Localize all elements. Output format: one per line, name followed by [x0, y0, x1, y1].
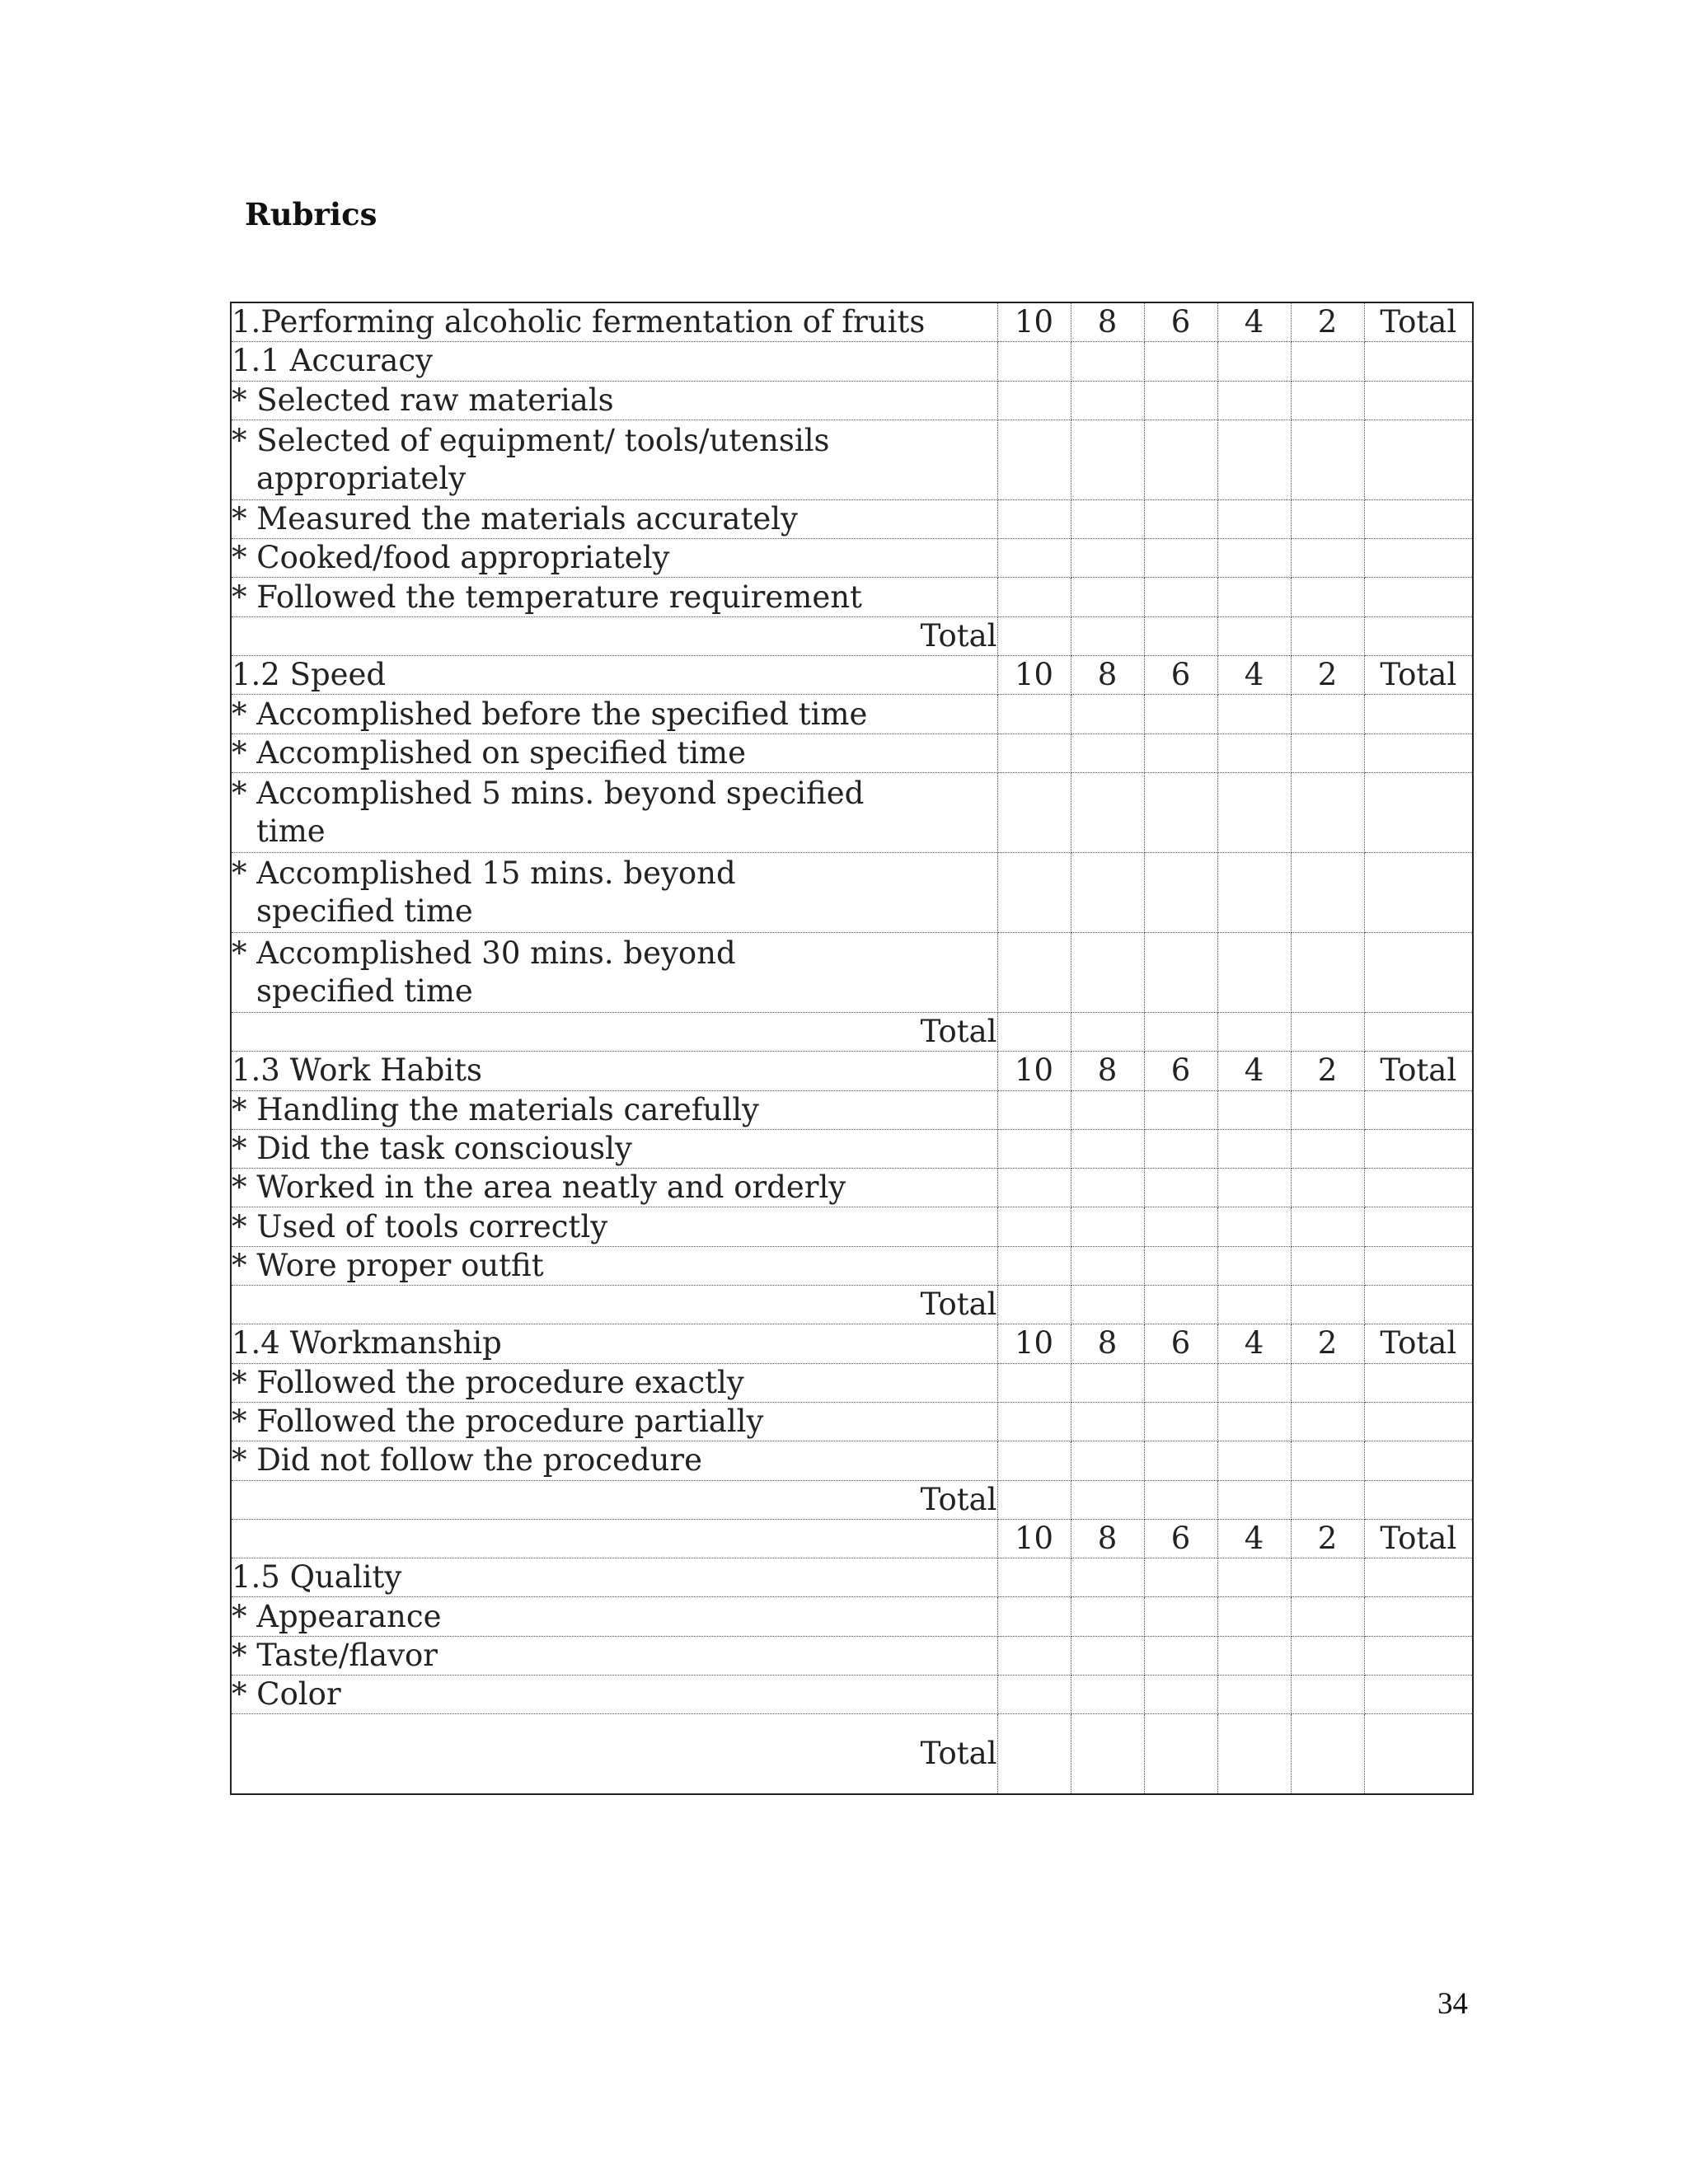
criterion-line-cont: specified time [256, 893, 473, 929]
score-cell[interactable] [997, 419, 1071, 499]
score-header-8: 8 [1071, 302, 1144, 342]
score-header-2: 2 [1291, 1519, 1364, 1558]
score-cell[interactable] [1144, 1714, 1217, 1795]
score-cell[interactable] [1217, 1169, 1291, 1207]
blank-label-cell [231, 1519, 997, 1558]
score-cell[interactable] [1217, 539, 1291, 578]
score-cell[interactable] [997, 539, 1071, 578]
score-cell[interactable] [997, 1090, 1071, 1129]
score-cell[interactable] [1291, 1363, 1364, 1402]
score-cell[interactable] [1071, 1090, 1144, 1129]
criterion-row [231, 1169, 1473, 1207]
score-cell[interactable] [1071, 1246, 1144, 1285]
score-cell[interactable] [1144, 1090, 1217, 1129]
score-cell[interactable] [1217, 616, 1291, 655]
score-cell[interactable] [1071, 1207, 1144, 1246]
score-header-8: 8 [1071, 1052, 1144, 1090]
score-cell[interactable] [1291, 419, 1364, 499]
total-cell[interactable] [1364, 419, 1473, 499]
score-cell[interactable] [1071, 499, 1144, 538]
criterion-row [231, 695, 1473, 733]
score-cell[interactable] [1291, 852, 1364, 932]
total-cell[interactable] [1364, 1246, 1473, 1285]
score-cell[interactable] [997, 616, 1071, 655]
section-total-row [231, 1714, 1473, 1795]
score-cell[interactable] [1291, 1480, 1364, 1519]
total-cell[interactable] [1364, 1597, 1473, 1636]
score-header-6: 6 [1144, 1324, 1217, 1363]
rubric-title: 1.Performing alcoholic fermentation of fruits [231, 302, 997, 342]
total-cell[interactable] [1364, 1675, 1473, 1714]
score-header-4: 4 [1217, 1052, 1291, 1090]
score-cell[interactable] [1144, 1286, 1217, 1324]
score-cell[interactable] [1217, 381, 1291, 419]
criterion-row [231, 1207, 1473, 1246]
score-cell[interactable] [1217, 695, 1291, 733]
score-header-10: 10 [997, 1052, 1071, 1090]
score-cell[interactable] [1071, 539, 1144, 578]
criterion-row [231, 419, 1473, 499]
score-header-8: 8 [1071, 1519, 1144, 1558]
score-header-2: 2 [1291, 302, 1364, 342]
criterion-row [231, 1675, 1473, 1714]
total-cell[interactable] [1364, 1714, 1473, 1795]
score-header-2: 2 [1291, 1052, 1364, 1090]
score-header-10: 10 [997, 656, 1071, 695]
total-cell[interactable] [1364, 932, 1473, 1012]
score-cell[interactable] [1291, 578, 1364, 616]
score-header-10: 10 [997, 1324, 1071, 1363]
score-cell[interactable] [1071, 1012, 1144, 1051]
score-cell[interactable] [1217, 1402, 1291, 1441]
score-cell[interactable] [1144, 772, 1217, 852]
score-cell[interactable] [1291, 1129, 1364, 1168]
criterion-label: * Cooked/food appropriately [231, 539, 997, 578]
criterion-row [231, 1402, 1473, 1441]
score-cell[interactable] [1071, 381, 1144, 419]
score-header-total: Total [1364, 1519, 1473, 1558]
criterion-line-cont: specified time [256, 972, 473, 1009]
score-cell[interactable] [1217, 733, 1291, 772]
score-cell[interactable] [1217, 1675, 1291, 1714]
score-cell[interactable] [997, 1636, 1071, 1675]
total-cell[interactable] [1364, 1129, 1473, 1168]
score-cell[interactable] [1144, 1246, 1217, 1285]
score-cell[interactable] [1291, 1597, 1364, 1636]
score-cell[interactable] [1217, 1480, 1291, 1519]
section-total-row [231, 616, 1473, 655]
score-cell[interactable] [1144, 1597, 1217, 1636]
score-cell[interactable] [1291, 695, 1364, 733]
criterion-row [231, 852, 1473, 932]
total-cell[interactable] [1364, 1012, 1473, 1051]
score-cell[interactable] [1144, 1441, 1217, 1480]
criterion-row [231, 1090, 1473, 1129]
score-cell[interactable] [1071, 419, 1144, 499]
score-cell[interactable] [997, 1675, 1071, 1714]
score-cell[interactable] [1144, 381, 1217, 419]
criterion-label: * Followed the temperature requirement [231, 578, 997, 616]
section-total-label: Total [231, 1012, 997, 1051]
criterion-row [231, 499, 1473, 538]
score-header-total: Total [1364, 656, 1473, 695]
score-cell[interactable] [1291, 733, 1364, 772]
criterion-line: * Accomplished 5 mins. beyond specified [232, 775, 865, 811]
score-cell[interactable] [997, 695, 1071, 733]
score-cell[interactable] [1217, 1012, 1291, 1051]
score-header-4: 4 [1217, 656, 1291, 695]
criterion-label: * Did not follow the procedure [231, 1441, 997, 1480]
score-cell[interactable] [997, 1597, 1071, 1636]
score-cell[interactable] [997, 1012, 1071, 1051]
score-cell[interactable] [997, 1402, 1071, 1441]
criterion-row [231, 1441, 1473, 1480]
score-cell[interactable] [1144, 1012, 1217, 1051]
score-cell[interactable] [997, 1129, 1071, 1168]
score-cell[interactable] [1217, 1597, 1291, 1636]
criterion-label [231, 419, 997, 499]
criterion-label: * Measured the materials accurately [231, 499, 997, 538]
total-cell[interactable] [1364, 1169, 1473, 1207]
score-header-4: 4 [1217, 1519, 1291, 1558]
score-cell[interactable] [1071, 1363, 1144, 1402]
score-cell[interactable] [1291, 1012, 1364, 1051]
total-cell[interactable] [1364, 772, 1473, 852]
score-cell[interactable] [1144, 1402, 1217, 1441]
section-title-work-habits: 1.3 Work Habits [231, 1052, 997, 1090]
criterion-line: * Accomplished 15 mins. beyond [232, 855, 736, 891]
criterion-label: * Appearance [231, 1597, 997, 1636]
score-cell[interactable] [997, 772, 1071, 852]
score-cell[interactable] [1071, 733, 1144, 772]
score-cell[interactable] [997, 1169, 1071, 1207]
score-cell[interactable] [1144, 852, 1217, 932]
score-cell[interactable] [1071, 852, 1144, 932]
section-title-accuracy: 1.1 Accuracy [231, 342, 997, 381]
score-cell[interactable] [1071, 1402, 1144, 1441]
score-cell[interactable] [1144, 1363, 1217, 1402]
score-header-2: 2 [1291, 1324, 1364, 1363]
score-cell[interactable] [1144, 1207, 1217, 1246]
score-cell[interactable] [1217, 1207, 1291, 1246]
score-cell[interactable] [1071, 932, 1144, 1012]
score-cell[interactable] [1217, 1441, 1291, 1480]
score-cell[interactable] [1144, 1636, 1217, 1675]
total-cell[interactable] [1364, 616, 1473, 655]
score-header-6: 6 [1144, 1519, 1217, 1558]
score-cell[interactable] [1291, 1675, 1364, 1714]
section-total-row [231, 1480, 1473, 1519]
score-cell[interactable] [997, 1441, 1071, 1480]
page-heading: Rubrics [245, 196, 377, 232]
section-title-row [231, 656, 1473, 695]
score-header-10: 10 [997, 302, 1071, 342]
score-cell[interactable] [1071, 1636, 1144, 1675]
score-cell[interactable] [1291, 1402, 1364, 1441]
score-cell[interactable] [1071, 1480, 1144, 1519]
score-cell[interactable] [1071, 1129, 1144, 1168]
score-cell[interactable] [1217, 1714, 1291, 1795]
score-cell[interactable] [1144, 499, 1217, 538]
score-cell[interactable] [1071, 1169, 1144, 1207]
criterion-label [231, 772, 997, 852]
criterion-row [231, 1363, 1473, 1402]
criterion-label: * Accomplished on specified time [231, 733, 997, 772]
score-cell[interactable] [1291, 1714, 1364, 1795]
score-cell[interactable] [1071, 1441, 1144, 1480]
criterion-label: * Handling the materials carefully [231, 1090, 997, 1129]
score-header-2: 2 [1291, 656, 1364, 695]
page-number: 34 [1437, 1987, 1468, 2021]
criterion-row [231, 381, 1473, 419]
criterion-label [231, 932, 997, 1012]
score-cell[interactable] [1291, 1441, 1364, 1480]
title-row [231, 302, 1473, 342]
total-cell[interactable] [1364, 733, 1473, 772]
total-cell[interactable] [1364, 539, 1473, 578]
score-cell[interactable] [997, 932, 1071, 1012]
score-cell[interactable] [1291, 539, 1364, 578]
score-cell[interactable] [1291, 772, 1364, 852]
score-cell[interactable] [1071, 695, 1144, 733]
score-cell[interactable] [1071, 1675, 1144, 1714]
section-total-label: Total [231, 1480, 997, 1519]
score-cell[interactable] [1144, 695, 1217, 733]
score-cell[interactable] [1291, 1246, 1364, 1285]
score-cell[interactable] [1217, 1090, 1291, 1129]
score-cell[interactable] [1291, 932, 1364, 1012]
criterion-row [231, 1636, 1473, 1675]
score-cell[interactable] [1217, 1286, 1291, 1324]
section-title-quality: 1.5 Quality [231, 1558, 997, 1597]
criterion-row [231, 1129, 1473, 1168]
total-cell[interactable] [1364, 1207, 1473, 1246]
score-cell[interactable] [1217, 1129, 1291, 1168]
criterion-label: * Did the task consciously [231, 1129, 997, 1168]
criterion-line-cont: time [256, 813, 326, 849]
score-cell[interactable] [1291, 1169, 1364, 1207]
score-cell[interactable] [1144, 932, 1217, 1012]
total-cell[interactable] [1364, 1636, 1473, 1675]
total-cell[interactable] [1364, 1286, 1473, 1324]
total-cell[interactable] [1364, 695, 1473, 733]
score-header-10: 10 [997, 1519, 1071, 1558]
section-total-row [231, 1012, 1473, 1051]
score-cell[interactable] [1291, 381, 1364, 419]
score-cell[interactable] [1144, 733, 1217, 772]
score-cell[interactable] [1217, 1636, 1291, 1675]
score-header-total: Total [1364, 302, 1473, 342]
score-cell[interactable] [1217, 499, 1291, 538]
score-cell[interactable] [1217, 852, 1291, 932]
criterion-label: * Color [231, 1675, 997, 1714]
score-header-8: 8 [1071, 1324, 1144, 1363]
score-header-row [231, 1519, 1473, 1558]
total-cell[interactable] [1364, 1402, 1473, 1441]
score-cell[interactable] [1144, 419, 1217, 499]
criterion-label: * Followed the procedure partially [231, 1402, 997, 1441]
score-cell[interactable] [997, 1207, 1071, 1246]
score-header-6: 6 [1144, 656, 1217, 695]
score-cell[interactable] [1144, 1675, 1217, 1714]
score-cell[interactable] [1144, 1480, 1217, 1519]
criterion-row [231, 1597, 1473, 1636]
criterion-row [231, 733, 1473, 772]
score-cell[interactable] [997, 1246, 1071, 1285]
total-cell[interactable] [1364, 1090, 1473, 1129]
score-cell[interactable] [1144, 578, 1217, 616]
score-header-4: 4 [1217, 302, 1291, 342]
section-total-label: Total [231, 616, 997, 655]
section-total-label: Total [231, 1286, 997, 1324]
criterion-label: * Taste/flavor [231, 1636, 997, 1675]
section-title-row [231, 1052, 1473, 1090]
score-cell[interactable] [997, 578, 1071, 616]
score-cell[interactable] [1291, 1207, 1364, 1246]
score-cell[interactable] [1144, 616, 1217, 655]
criterion-row [231, 932, 1473, 1012]
criterion-label [231, 852, 997, 932]
score-cell[interactable] [997, 499, 1071, 538]
score-cell[interactable] [1144, 1169, 1217, 1207]
total-cell[interactable] [1364, 499, 1473, 538]
criterion-row [231, 772, 1473, 852]
total-cell[interactable] [1364, 381, 1473, 419]
criterion-line-cont: appropriately [256, 460, 467, 496]
section-title-row [231, 342, 1473, 381]
score-cell[interactable] [1217, 419, 1291, 499]
rubric-table [230, 302, 1474, 1795]
score-cell[interactable] [997, 1363, 1071, 1402]
score-cell[interactable] [1144, 539, 1217, 578]
total-cell[interactable] [1364, 852, 1473, 932]
score-cell[interactable] [1217, 772, 1291, 852]
score-cell[interactable] [997, 1286, 1071, 1324]
score-header-total: Total [1364, 1324, 1473, 1363]
score-cell[interactable] [1291, 616, 1364, 655]
score-header-6: 6 [1144, 302, 1217, 342]
score-cell[interactable] [1071, 616, 1144, 655]
score-header-8: 8 [1071, 656, 1144, 695]
score-header-6: 6 [1144, 1052, 1217, 1090]
total-cell[interactable] [1364, 1480, 1473, 1519]
criterion-line: * Selected of equipment/ tools/utensils [232, 422, 830, 458]
score-cell[interactable] [1217, 932, 1291, 1012]
criterion-label: * Used of tools correctly [231, 1207, 997, 1246]
score-cell[interactable] [997, 1480, 1071, 1519]
score-cell[interactable] [1071, 1714, 1144, 1795]
score-cell[interactable] [1217, 1363, 1291, 1402]
criterion-label: * Worked in the area neatly and orderly [231, 1169, 997, 1207]
score-cell[interactable] [1071, 1597, 1144, 1636]
total-cell[interactable] [1364, 578, 1473, 616]
score-cell[interactable] [997, 733, 1071, 772]
score-cell[interactable] [1291, 1090, 1364, 1129]
criterion-row [231, 1246, 1473, 1285]
score-header-total: Total [1364, 1052, 1473, 1090]
total-cell[interactable] [1364, 1441, 1473, 1480]
score-cell[interactable] [997, 381, 1071, 419]
score-cell[interactable] [1144, 1129, 1217, 1168]
score-cell[interactable] [1291, 1636, 1364, 1675]
score-cell[interactable] [997, 852, 1071, 932]
score-cell[interactable] [1071, 772, 1144, 852]
section-title-row [231, 1324, 1473, 1363]
criterion-label: * Selected raw materials [231, 381, 997, 419]
total-cell[interactable] [1364, 1363, 1473, 1402]
score-cell[interactable] [997, 1714, 1071, 1795]
score-cell[interactable] [1071, 1286, 1144, 1324]
criterion-label: * Wore proper outfit [231, 1246, 997, 1285]
section-title-workmanship: 1.4 Workmanship [231, 1324, 997, 1363]
score-cell[interactable] [1217, 1246, 1291, 1285]
score-cell[interactable] [1071, 578, 1144, 616]
criterion-line: * Accomplished 30 mins. beyond [232, 935, 736, 971]
criterion-label: * Followed the procedure exactly [231, 1363, 997, 1402]
score-cell[interactable] [1291, 499, 1364, 538]
section-total-label: Total [231, 1714, 997, 1795]
score-cell[interactable] [1217, 578, 1291, 616]
score-header-4: 4 [1217, 1324, 1291, 1363]
section-title-speed: 1.2 Speed [231, 656, 997, 695]
criterion-row [231, 539, 1473, 578]
section-title-row [231, 1558, 1473, 1597]
score-cell[interactable] [1291, 1286, 1364, 1324]
criterion-row [231, 578, 1473, 616]
criterion-label: * Accomplished before the specified time [231, 695, 997, 733]
section-total-row [231, 1286, 1473, 1324]
